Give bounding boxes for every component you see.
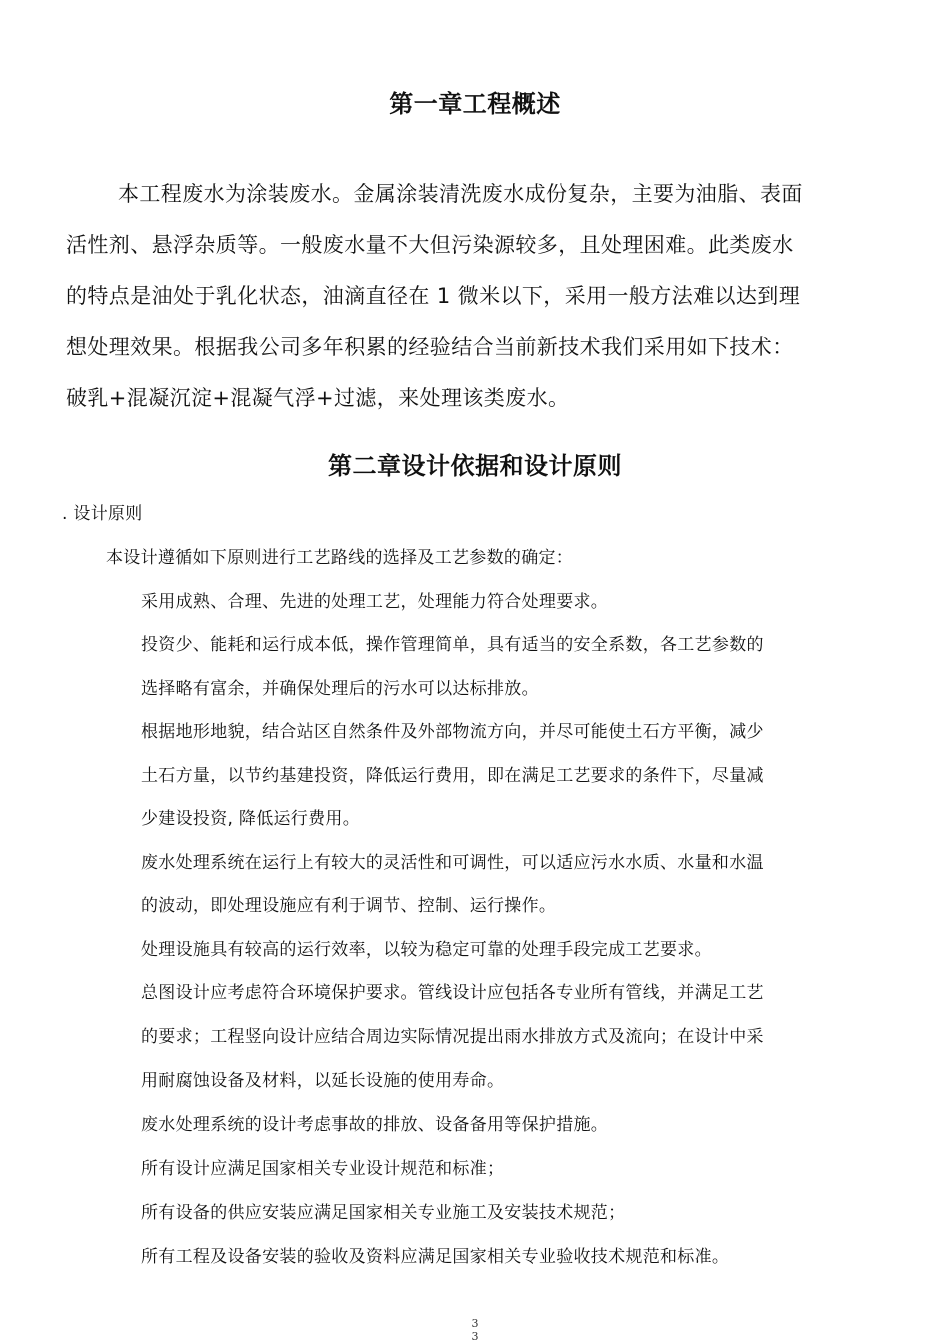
principle-line: 采用成熟、合理、先进的处理工艺，处理能力符合处理要求。 [141,592,609,612]
principle-line: 所有工程及设备安装的验收及资料应满足国家相关专业验收技术规范和标准。 [141,1247,730,1267]
page-number: 3 [471,1317,479,1330]
chapter1-line: 想处理效果。根据我公司多年积累的经验结合当前新技术我们采用如下技术： [66,335,794,359]
chapter1-title: 第一章工程概述 [389,90,561,118]
principle-line: 的波动，即处理设施应有利于调节、控制、运行操作。 [141,896,557,916]
section-intro: 本设计遵循如下原则进行工艺路线的选择及工艺参数的确定： [106,548,574,568]
principle-line: 废水处理系统的设计考虑事故的排放、设备备用等保护措施。 [141,1115,609,1135]
chapter1-line: 本工程废水为涂装废水。金属涂装清洗废水成份复杂，主要为油脂、表面 [118,182,803,206]
principle-line: 用耐腐蚀设备及材料，以延长设施的使用寿命。 [141,1071,505,1091]
principle-line: 少建设投资, 降低运行费用。 [141,809,361,829]
principle-line: 总图设计应考虑符合环境保护要求。管线设计应包括各专业所有管线，并满足工艺 [141,983,764,1003]
principle-line: 处理设施具有较高的运行效率，以较为稳定可靠的处理手段完成工艺要求。 [141,940,712,960]
chapter1-line: 破乳+混凝沉淀+混凝气浮+过滤，来处理该类废水。 [66,386,570,410]
principle-line: 投资少、能耗和运行成本低，操作管理简单，具有适当的安全系数，各工艺参数的 [141,635,764,655]
section-label: . 设计原则 [62,504,143,524]
principle-line: 所有设备的供应安装应满足国家相关专业施工及安装技术规范； [141,1203,626,1223]
principle-line: 土石方量，以节约基建投资，降低运行费用，即在满足工艺要求的条件下，尽量减 [141,766,764,786]
principle-line: 选择略有富余，并确保处理后的污水可以达标排放。 [141,679,539,699]
page-number: 3 [471,1330,479,1343]
chapter1-line: 的特点是油处于乳化状态，油滴直径在 1 微米以下，采用一般方法难以达到理 [66,284,801,308]
chapter1-line: 活性剂、悬浮杂质等。一般废水量不大但污染源较多，且处理困难。此类废水 [66,233,794,257]
principle-line: 废水处理系统在运行上有较大的灵活性和可调性，可以适应污水水质、水量和水温 [141,853,764,873]
principle-line: 根据地形地貌，结合站区自然条件及外部物流方向，并尽可能使土石方平衡，减少 [141,722,764,742]
chapter2-title: 第二章设计依据和设计原则 [328,452,622,480]
principle-line: 的要求；工程竖向设计应结合周边实际情况提出雨水排放方式及流向；在设计中采 [141,1027,764,1047]
principle-line: 所有设计应满足国家相关专业设计规范和标准； [141,1159,505,1179]
